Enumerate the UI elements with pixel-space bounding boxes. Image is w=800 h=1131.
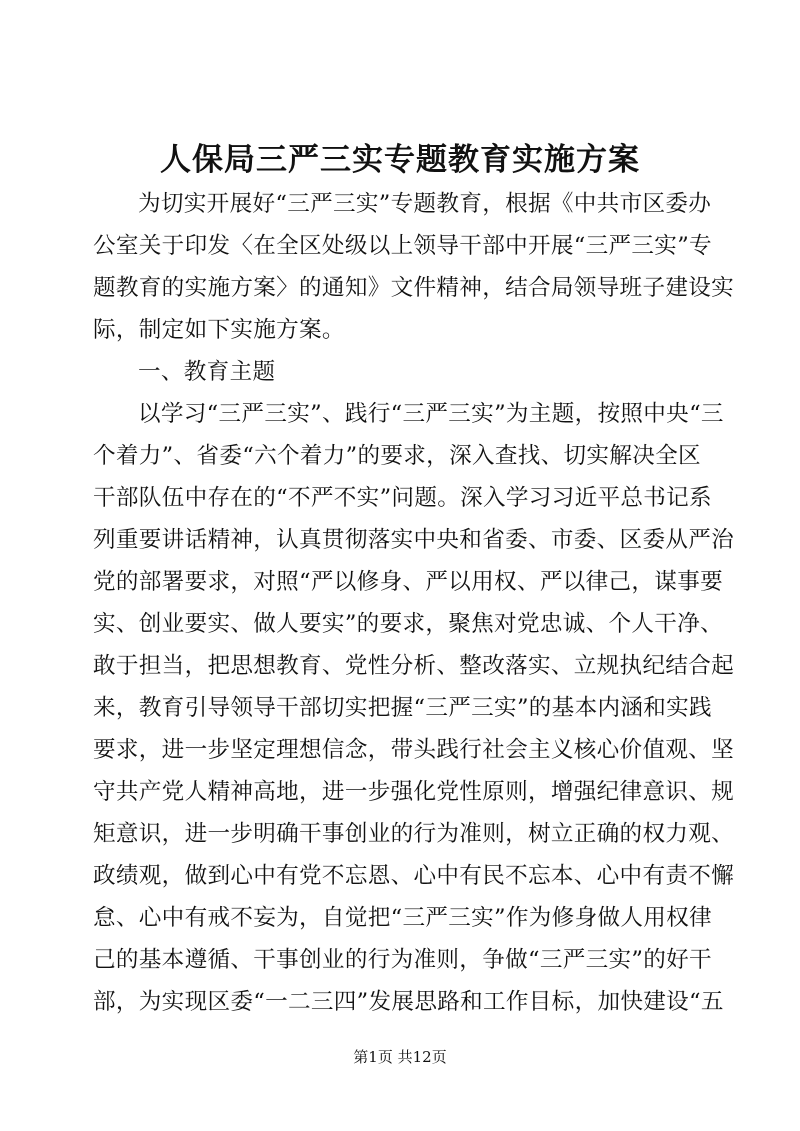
body-line-1: 为切实开展好“三严三实”专题教育，根据《中共市区委办 xyxy=(138,191,712,217)
body-line-2: 公室关于印发〈在全区处级以上领导干部中开展“三严三实”专 xyxy=(93,233,712,259)
body-line-14: 要求，进一步坚定理想信念，带头践行社会主义核心价值观、坚 xyxy=(93,737,735,763)
section-heading: 一、教育主题 xyxy=(138,359,276,385)
body-line-19: 己的基本遵循、干事创业的行为准则，争做“三严三实”的好干 xyxy=(93,947,712,973)
body-line-7: 个着力”、省委“六个着力”的要求，深入查找、切实解决全区 xyxy=(93,443,701,469)
body-line-10: 党的部署要求，对照“严以修身、严以用权、严以律己，谋事要 xyxy=(93,569,723,595)
body-line-9: 列重要讲话精神，认真贯彻落实中央和省委、市委、区委从严治 xyxy=(93,527,735,553)
body-line-18: 怠、心中有戒不妄为，自觉把“三严三实”作为修身做人用权律 xyxy=(93,905,712,931)
body-line-15: 守共产党人精神高地，进一步强化党性原则，增强纪律意识、规 xyxy=(93,779,735,805)
body-line-12: 敢于担当，把思想教育、党性分析、整改落实、立规执纪结合起 xyxy=(93,653,735,679)
body-line-11: 实、创业要实、做人要实”的要求，聚焦对党忠诚、个人干净、 xyxy=(93,611,723,637)
body-line-3: 题教育的实施方案〉的通知》文件精神，结合局领导班子建设实 xyxy=(93,275,735,301)
body-line-8: 干部队伍中存在的“不严不实”问题。深入学习习近平总书记系 xyxy=(93,485,712,511)
page-title: 人保局三严三实专题教育实施方案 xyxy=(160,142,640,178)
body-line-20: 部，为实现区委“一二三四”发展思路和工作目标，加快建设“五 xyxy=(93,989,724,1015)
page-footer: 第1页 共12页 xyxy=(353,1048,447,1066)
body-line-4: 际，制定如下实施方案。 xyxy=(93,317,345,343)
body-line-6: 以学习“三严三实”、践行“三严三实”为主题，按照中央“三 xyxy=(138,401,724,427)
body-line-16: 矩意识，进一步明确干事创业的行为准则，树立正确的权力观、 xyxy=(93,821,735,847)
body-line-13: 来，教育引导领导干部切实把握“三严三实”的基本内涵和实践 xyxy=(93,695,712,721)
body-line-17: 政绩观，做到心中有党不忘恩、心中有民不忘本、心中有责不懈 xyxy=(93,863,735,889)
